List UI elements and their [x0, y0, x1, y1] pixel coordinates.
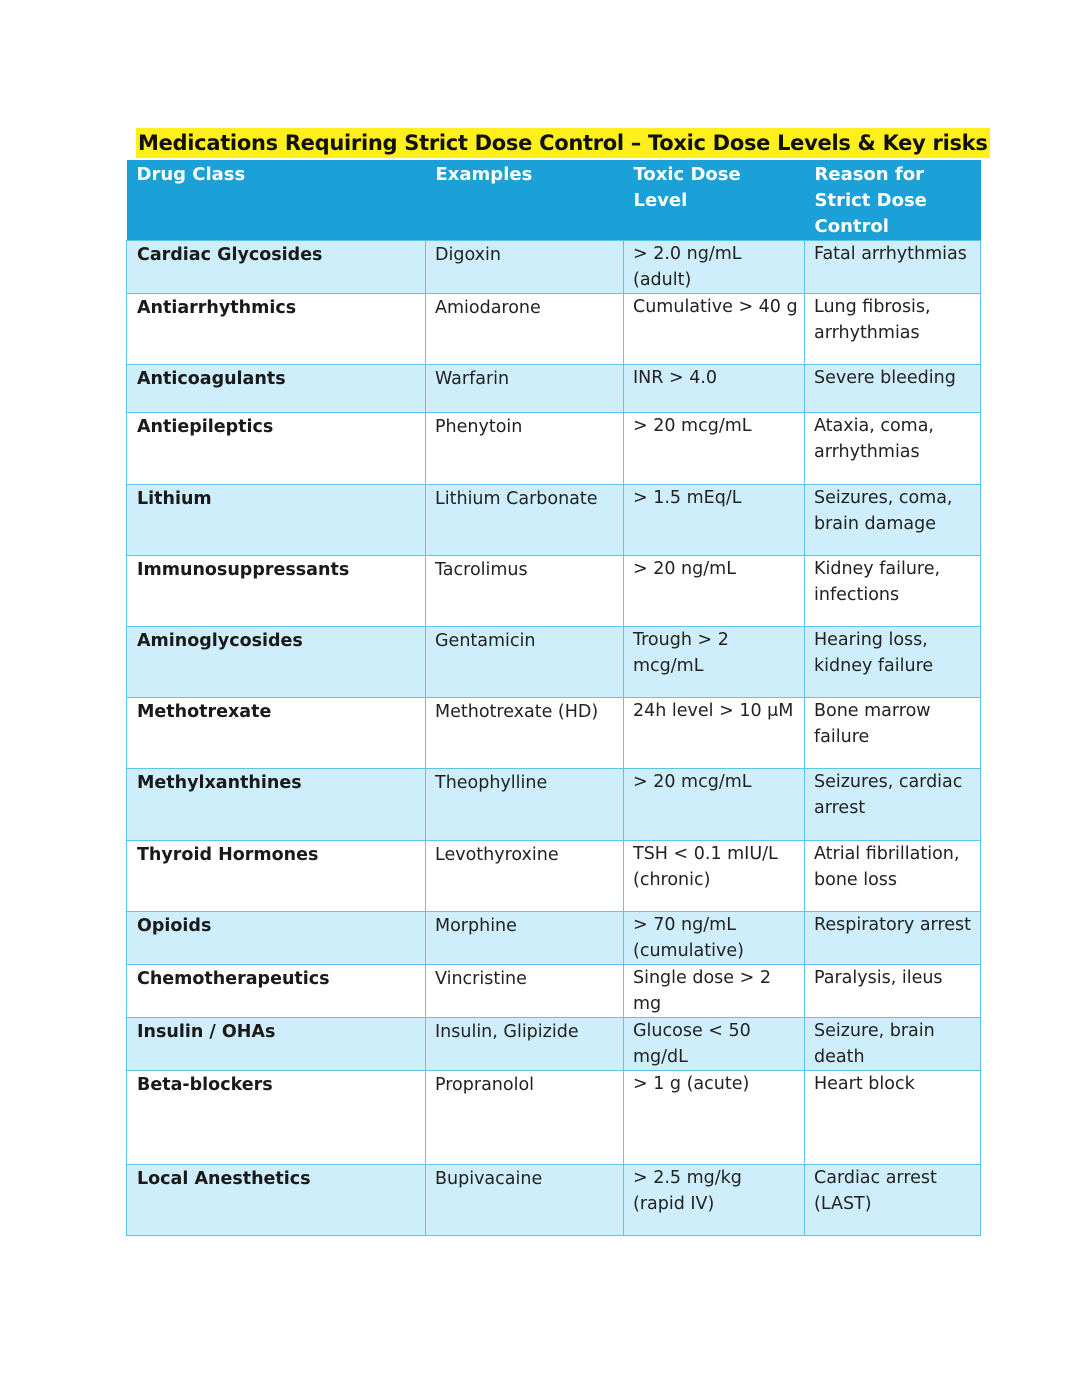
reason-cell: Bone marrow failure — [805, 698, 981, 769]
table-row — [127, 413, 981, 485]
example-cell: Vincristine — [426, 965, 624, 1018]
reason-cell: Respiratory arrest — [805, 912, 981, 965]
toxic-dose-cell: Trough > 2 mcg/mL — [624, 627, 805, 698]
reason-cell: Atrial fibrillation, bone loss — [805, 841, 981, 912]
reason-cell: Seizure, brain death — [805, 1018, 981, 1071]
toxic-dose-cell: > 2.0 ng/mL (adult) — [624, 241, 805, 294]
table-row — [127, 556, 981, 627]
example-cell: Morphine — [426, 912, 624, 965]
header-examples: Examples — [426, 160, 624, 241]
example-cell: Amiodarone — [426, 294, 624, 365]
reason-cell: Seizures, coma, brain damage — [805, 485, 981, 556]
drug-class-cell: Chemotherapeutics — [127, 965, 426, 1018]
example-cell: Theophylline — [426, 769, 624, 841]
drug-class-cell: Methotrexate — [127, 698, 426, 769]
toxic-dose-cell: Single dose > 2 mg — [624, 965, 805, 1018]
drug-class-cell: Insulin / OHAs — [127, 1018, 426, 1071]
drug-class-cell: Immunosuppressants — [127, 556, 426, 627]
table-row — [127, 241, 981, 294]
table-row — [127, 698, 981, 769]
reason-cell: Seizures, cardiac arrest — [805, 769, 981, 841]
toxic-dose-cell: > 1.5 mEq/L — [624, 485, 805, 556]
example-cell: Methotrexate (HD) — [426, 698, 624, 769]
example-cell: Bupivacaine — [426, 1165, 624, 1236]
table-row — [127, 1165, 981, 1236]
toxic-dose-cell: 24h level > 10 μM — [624, 698, 805, 769]
reason-cell: Hearing loss, kidney failure — [805, 627, 981, 698]
toxic-dose-cell: Glucose < 50 mg/dL — [624, 1018, 805, 1071]
drug-class-cell: Antiepileptics — [127, 413, 426, 485]
drug-class-cell: Aminoglycosides — [127, 627, 426, 698]
toxic-dose-table — [126, 160, 981, 1236]
reason-cell: Kidney failure, infections — [805, 556, 981, 627]
toxic-dose-cell: > 2.5 mg/kg (rapid IV) — [624, 1165, 805, 1236]
reason-cell: Fatal arrhythmias — [805, 241, 981, 294]
reason-cell: Heart block — [805, 1071, 981, 1165]
table-row — [127, 965, 981, 1018]
drug-class-cell: Opioids — [127, 912, 426, 965]
example-cell: Lithium Carbonate — [426, 485, 624, 556]
toxic-dose-cell: > 70 ng/mL (cumulative) — [624, 912, 805, 965]
drug-class-cell: Lithium — [127, 485, 426, 556]
toxic-dose-cell: INR > 4.0 — [624, 365, 805, 413]
header-drug-class: Drug Class — [127, 160, 426, 241]
toxic-dose-cell: > 20 mcg/mL — [624, 413, 805, 485]
table-row — [127, 485, 981, 556]
reason-cell: Ataxia, coma, arrhythmias — [805, 413, 981, 485]
table-row — [127, 912, 981, 965]
example-cell: Warfarin — [426, 365, 624, 413]
drug-class-cell: Thyroid Hormones — [127, 841, 426, 912]
toxic-dose-cell: > 20 mcg/mL — [624, 769, 805, 841]
drug-class-cell: Methylxanthines — [127, 769, 426, 841]
reason-cell: Severe bleeding — [805, 365, 981, 413]
drug-class-cell: Cardiac Glycosides — [127, 241, 426, 294]
reason-cell: Cardiac arrest (LAST) — [805, 1165, 981, 1236]
example-cell: Levothyroxine — [426, 841, 624, 912]
table-row — [127, 294, 981, 365]
table-row — [127, 365, 981, 413]
example-cell: Gentamicin — [426, 627, 624, 698]
header-reason: Reason for Strict Dose Control — [805, 160, 981, 241]
toxic-dose-cell: TSH < 0.1 mIU/L (chronic) — [624, 841, 805, 912]
header-toxic-dose-level: Toxic Dose Level — [624, 160, 805, 241]
page-title: Medications Requiring Strict Dose Control – Toxic Dose Levels & Key risks — [136, 128, 990, 158]
example-cell: Digoxin — [426, 241, 624, 294]
example-cell: Phenytoin — [426, 413, 624, 485]
table-header-row — [127, 160, 981, 241]
table-row — [127, 841, 981, 912]
drug-class-cell: Local Anesthetics — [127, 1165, 426, 1236]
reason-cell: Paralysis, ileus — [805, 965, 981, 1018]
table-row — [127, 1018, 981, 1071]
table-row — [127, 627, 981, 698]
toxic-dose-cell: > 1 g (acute) — [624, 1071, 805, 1165]
table-row — [127, 1071, 981, 1165]
drug-class-cell: Antiarrhythmics — [127, 294, 426, 365]
toxic-dose-cell: Cumulative > 40 g — [624, 294, 805, 365]
table-row — [127, 769, 981, 841]
drug-class-cell: Beta-blockers — [127, 1071, 426, 1165]
example-cell: Insulin, Glipizide — [426, 1018, 624, 1071]
reason-cell: Lung fibrosis, arrhythmias — [805, 294, 981, 365]
toxic-dose-cell: > 20 ng/mL — [624, 556, 805, 627]
drug-class-cell: Anticoagulants — [127, 365, 426, 413]
example-cell: Tacrolimus — [426, 556, 624, 627]
example-cell: Propranolol — [426, 1071, 624, 1165]
